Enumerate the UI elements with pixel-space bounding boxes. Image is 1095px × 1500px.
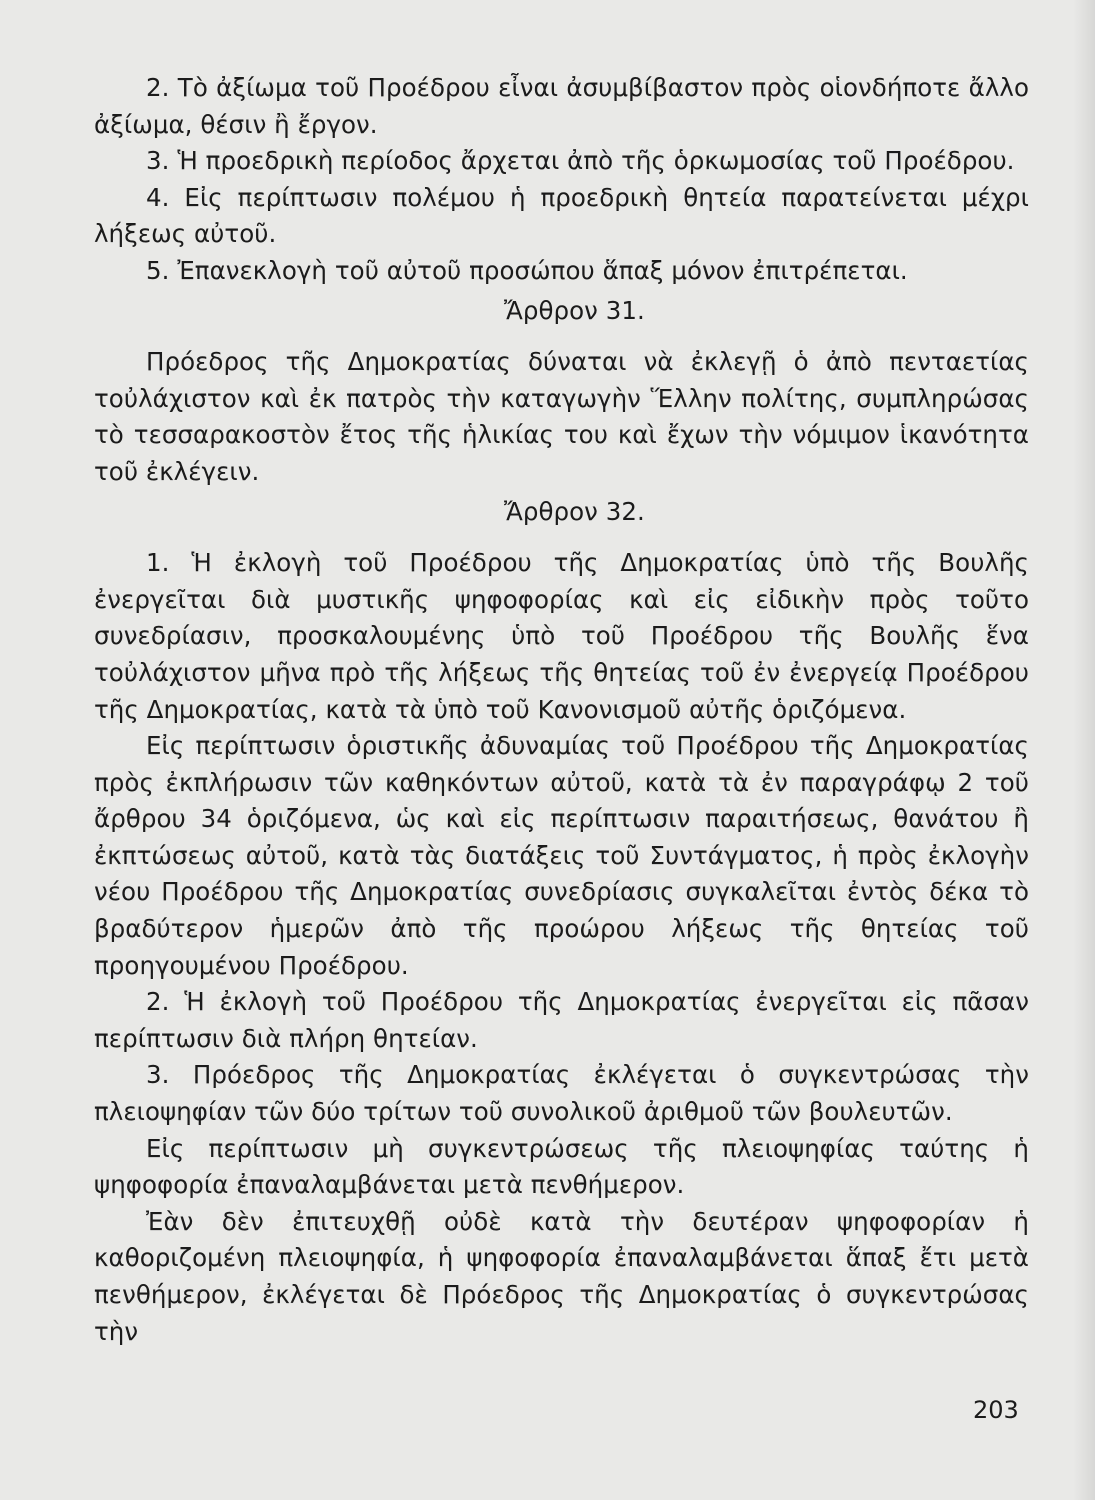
paragraph-art32-3: 3. Πρόεδρος τῆς Δημοκρατίας ἐκλέγεται ὁ συγκεντρώσας τὴν πλειοψηφίαν τῶν δύο τρίτων τοῦ συνολικοῦ ἀριθμοῦ τῶν βουλευτῶν. — [94, 1060, 1029, 1127]
article-31-heading: Ἄρθρον 31. — [504, 295, 645, 325]
paragraph-art30-3: 3. Ἡ προεδρικὴ περίοδος ἄρχεται ἀπὸ τῆς ὁρκωμοσίας τοῦ Προέδρου. — [146, 146, 1015, 176]
paragraph-art31: Πρόεδρος τῆς Δημοκρατίας δύναται νὰ ἐκλεγῇ ὁ ἀπὸ πενταετίας τοὐλάχιστον καὶ ἐκ πατρὸς τὴν καταγωγὴν Ἕλλην πολίτης, συμπληρώσας τὸ τεσσαρακοστὸν ἔτος τῆς ἡλικίας του καὶ ἔχων τὴν νόμιμον ἱκανότητα τοῦ ἐκλέγειν. — [94, 347, 1029, 486]
paragraph-art30-5: 5. Ἐπανεκλογὴ τοῦ αὐτοῦ προσώπου ἅπαξ μόνον ἐπιτρέπεται. — [146, 255, 908, 285]
page-body — [94, 70, 1029, 1350]
paragraph-art32-3b: Εἰς περίπτωσιν μὴ συγκεντρώσεως τῆς πλειοψηφίας ταύτης ἡ ψηφοφορία ἐπαναλαμβάνεται μετὰ πενθήμερον. — [94, 1133, 1029, 1200]
paragraph-art32-1b: Εἰς περίπτωσιν ὁριστικῆς ἀδυναμίας τοῦ Προέδρου τῆς Δημοκρατίας πρὸς ἐκπλήρωσιν τῶν καθηκόντων αὐτοῦ, κατὰ τὰ ἐν παραγράφῳ 2 τοῦ ἄρθρου 34 ὁριζόμενα, ὡς καὶ εἰς περίπτωσιν παραιτήσεως, θανάτου ἢ ἐκπτώσεως αὐτοῦ, κατὰ τὰς διατάξεις τοῦ Συντάγματος, ἡ πρὸς ἐκλογὴν νέου Προέδρου τῆς Δημοκρατίας συνεδρίασις συγκαλεῖται ἐντὸς δέκα τὸ βραδύτερον ἡμερῶν ἀπὸ τῆς προώρου λήξεως τῆς θητείας τοῦ προηγουμένου Προέδρου. — [94, 731, 1029, 980]
paragraph-art32-1: 1. Ἡ ἐκλογὴ τοῦ Προέδρου τῆς Δημοκρατίας ὑπὸ τῆς Βουλῆς ἐνεργεῖται διὰ μυστικῆς ψηφοφορίας καὶ εἰς εἰδικὴν πρὸς τοῦτο συνεδρίασιν, προσκαλουμένης ὑπὸ τοῦ Προέδρου τῆς Βουλῆς ἕνα τοὐλάχιστον μῆνα πρὸ τῆς λήξεως τῆς θητείας τοῦ ἐν ἐνεργείᾳ Προέδρου τῆς Δημοκρατίας, κατὰ τὰ ὑπὸ τοῦ Κανονισμοῦ αὐτῆς ὁριζόμενα. — [94, 548, 1029, 724]
paragraph-art30-4: 4. Εἰς περίπτωσιν πολέμου ἡ προεδρικὴ θητεία παρατείνεται μέχρι λήξεως αὐτοῦ. — [94, 182, 1029, 249]
page-number: 203 — [973, 1396, 1019, 1424]
paragraph-art30-2: 2. Τὸ ἀξίωμα τοῦ Προέδρου εἶναι ἀσυμβίβαστον πρὸς οἱονδήποτε ἄλλο ἀξίωμα, θέσιν ἢ ἔργον. — [94, 73, 1029, 139]
paragraph-art32-3c: Ἐὰν δὲν ἐπιτευχθῇ οὐδὲ κατὰ τὴν δευτέραν ψηφοφορίαν ἡ καθοριζομένη πλειοψηφία, ἡ ψηφοφορία ἐπαναλαμβάνεται ἅπαξ ἔτι μετὰ πενθήμερον, ἐκλέγεται δὲ Πρόεδρος τῆς Δημοκρατίας ὁ συγκεντρώσας τὴν — [94, 1206, 1029, 1346]
article-32-heading: Ἄρθρον 32. — [504, 496, 645, 526]
paragraph-art32-2: 2. Ἡ ἐκλογὴ τοῦ Προέδρου τῆς Δημοκρατίας ἐνεργεῖται εἰς πᾶσαν περίπτωσιν διὰ πλήρη θητείαν. — [94, 987, 1029, 1053]
